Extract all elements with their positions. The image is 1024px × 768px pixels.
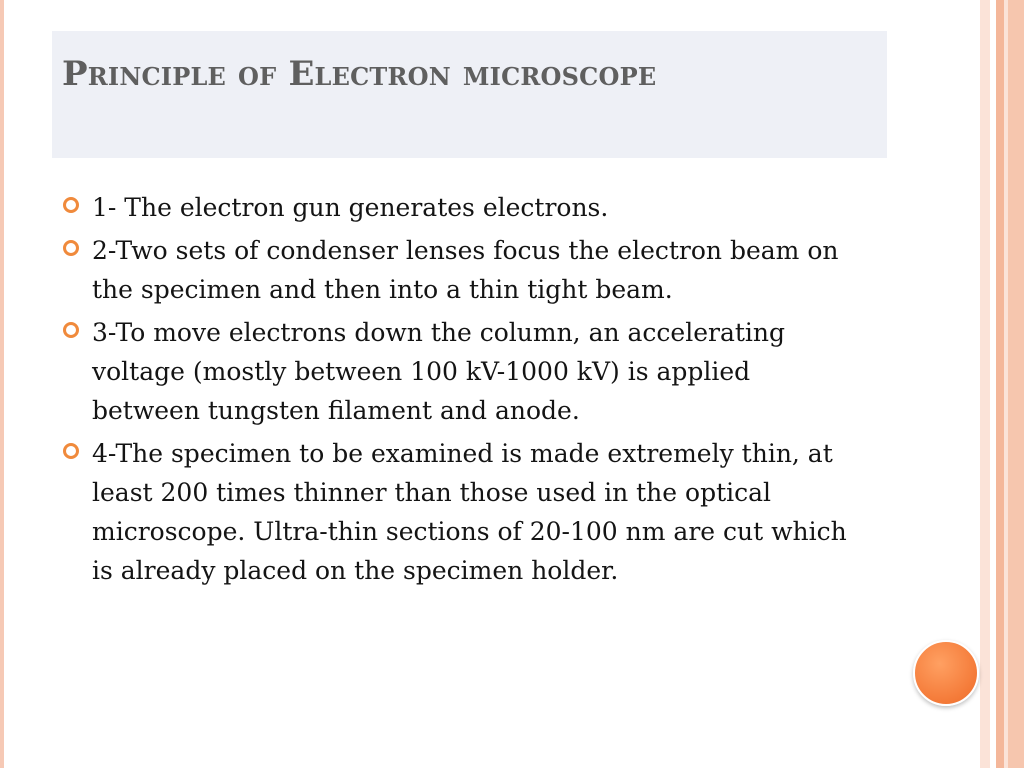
bullet-item bbox=[62, 188, 862, 227]
bullet-item bbox=[62, 313, 862, 430]
bullet-list bbox=[62, 188, 862, 590]
ring-bullet-icon bbox=[63, 240, 79, 256]
bullet-item bbox=[62, 231, 862, 309]
slide-content bbox=[62, 188, 862, 594]
stripe bbox=[980, 0, 990, 768]
bullet-text: 4-The specimen to be examined is made extremely thin, at least 200 times thinner than those used in the optical microscope. Ultra-thin sections of 20-100 nm are cut which is already placed on the specimen holder. bbox=[92, 439, 847, 585]
bullet-text: 1- The electron gun generates electrons. bbox=[92, 193, 609, 222]
slide-title: Principle of Electron microscope bbox=[62, 54, 657, 94]
orange-circle-icon bbox=[913, 640, 979, 706]
stripe bbox=[996, 0, 1004, 768]
right-stripe-decoration bbox=[980, 0, 1024, 768]
ring-bullet-icon bbox=[63, 443, 79, 459]
left-border-decoration bbox=[0, 0, 4, 768]
ring-bullet-icon bbox=[63, 197, 79, 213]
bullet-text: 3-To move electrons down the column, an accelerating voltage (mostly between 100 kV-1000 kV) is applied between tungsten filament and anode. bbox=[92, 318, 786, 425]
stripe bbox=[1008, 0, 1024, 768]
ring-bullet-icon bbox=[63, 322, 79, 338]
bullet-item bbox=[62, 434, 862, 590]
title-band bbox=[52, 31, 887, 158]
bullet-text: 2-Two sets of condenser lenses focus the electron beam on the specimen and then into a thin tight beam. bbox=[92, 236, 839, 304]
